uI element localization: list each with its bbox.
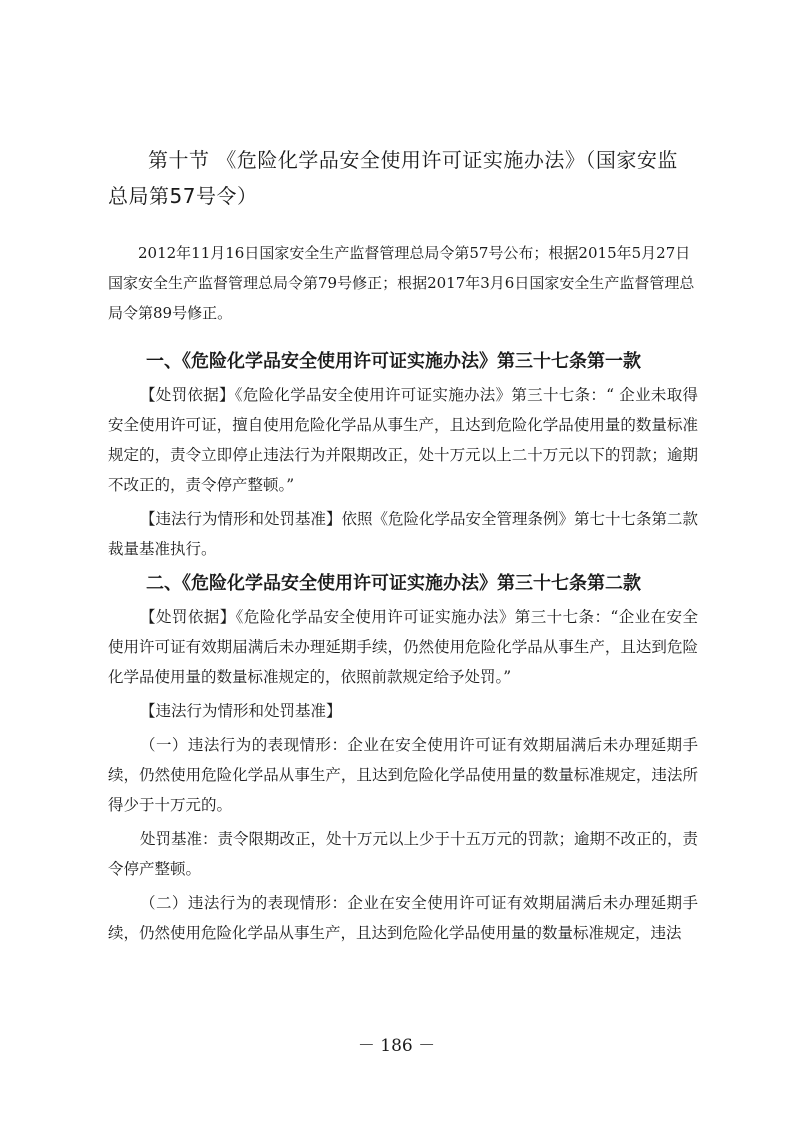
article2-case1: （一）违法行为的表现情形：企业在安全使用许可证有效期届满后未办理延期手续，仍然使用危险化学品从事生产，且达到危险化学品使用量的数量标准规定，违法所得少于十万元的。 [108,736,698,814]
article2-basis: 【处罚依据】《危险化学品安全使用许可证实施办法》第三十七条：“企业在安全使用许可证有效期届满后未办理延期手续，仍然使用危险化学品从事生产，且达到危险化学品使用量的数量标准规定的，依照前款规定给予处罚。” [108,608,698,686]
article1-heading: 一、《危险化学品安全使用许可证实施办法》第三十七条第一款 [146,351,641,372]
article2-standard-label: 【违法行为情形和处罚基准】 [140,702,342,720]
section-title: 第十节 《危险化学品安全使用许可证实施办法》（国家安监总局第57号令） [108,148,678,208]
intro-paragraph: 2012年11月16日国家安全生产监督管理总局令第57号公布；根据2015年5月27日国家安全生产监督管理总局令第79号修正；根据2017年3月6日国家安全生产监督管理总局令第89号修正。 [108,244,695,322]
article2-case2: （二）违法行为的表现情形：企业在安全使用许可证有效期届满后未办理延期手续，仍然使用危险化学品从事生产，且达到危险化学品使用量的数量标准规定，违法 [108,894,698,942]
article1-basis: 【处罚依据】《危险化学品安全使用许可证实施办法》第三十七条：“ 企业未取得安全使用许可证，擅自使用危险化学品从事生产，且达到危险化学品使用量的数量标准规定的，责令立即停止违法行为并限期改正，处十万元以上二十万元以下的罚款；逾期不改正的，责令停产整顿。” [108,386,698,494]
article2-penalty1: 处罚基准：责令限期改正，处十万元以上少于十五万元的罚款；逾期不改正的，责令停产整顿。 [108,830,699,878]
article1-standard: 【违法行为情形和处罚基准】依照《危险化学品安全管理条例》第七十七条第二款裁量基准执行。 [108,510,699,558]
page-content [108,142,698,952]
page-number: － 186 － [357,1036,436,1056]
article2-heading: 二、《危险化学品安全使用许可证实施办法》第三十七条第二款 [146,573,641,594]
